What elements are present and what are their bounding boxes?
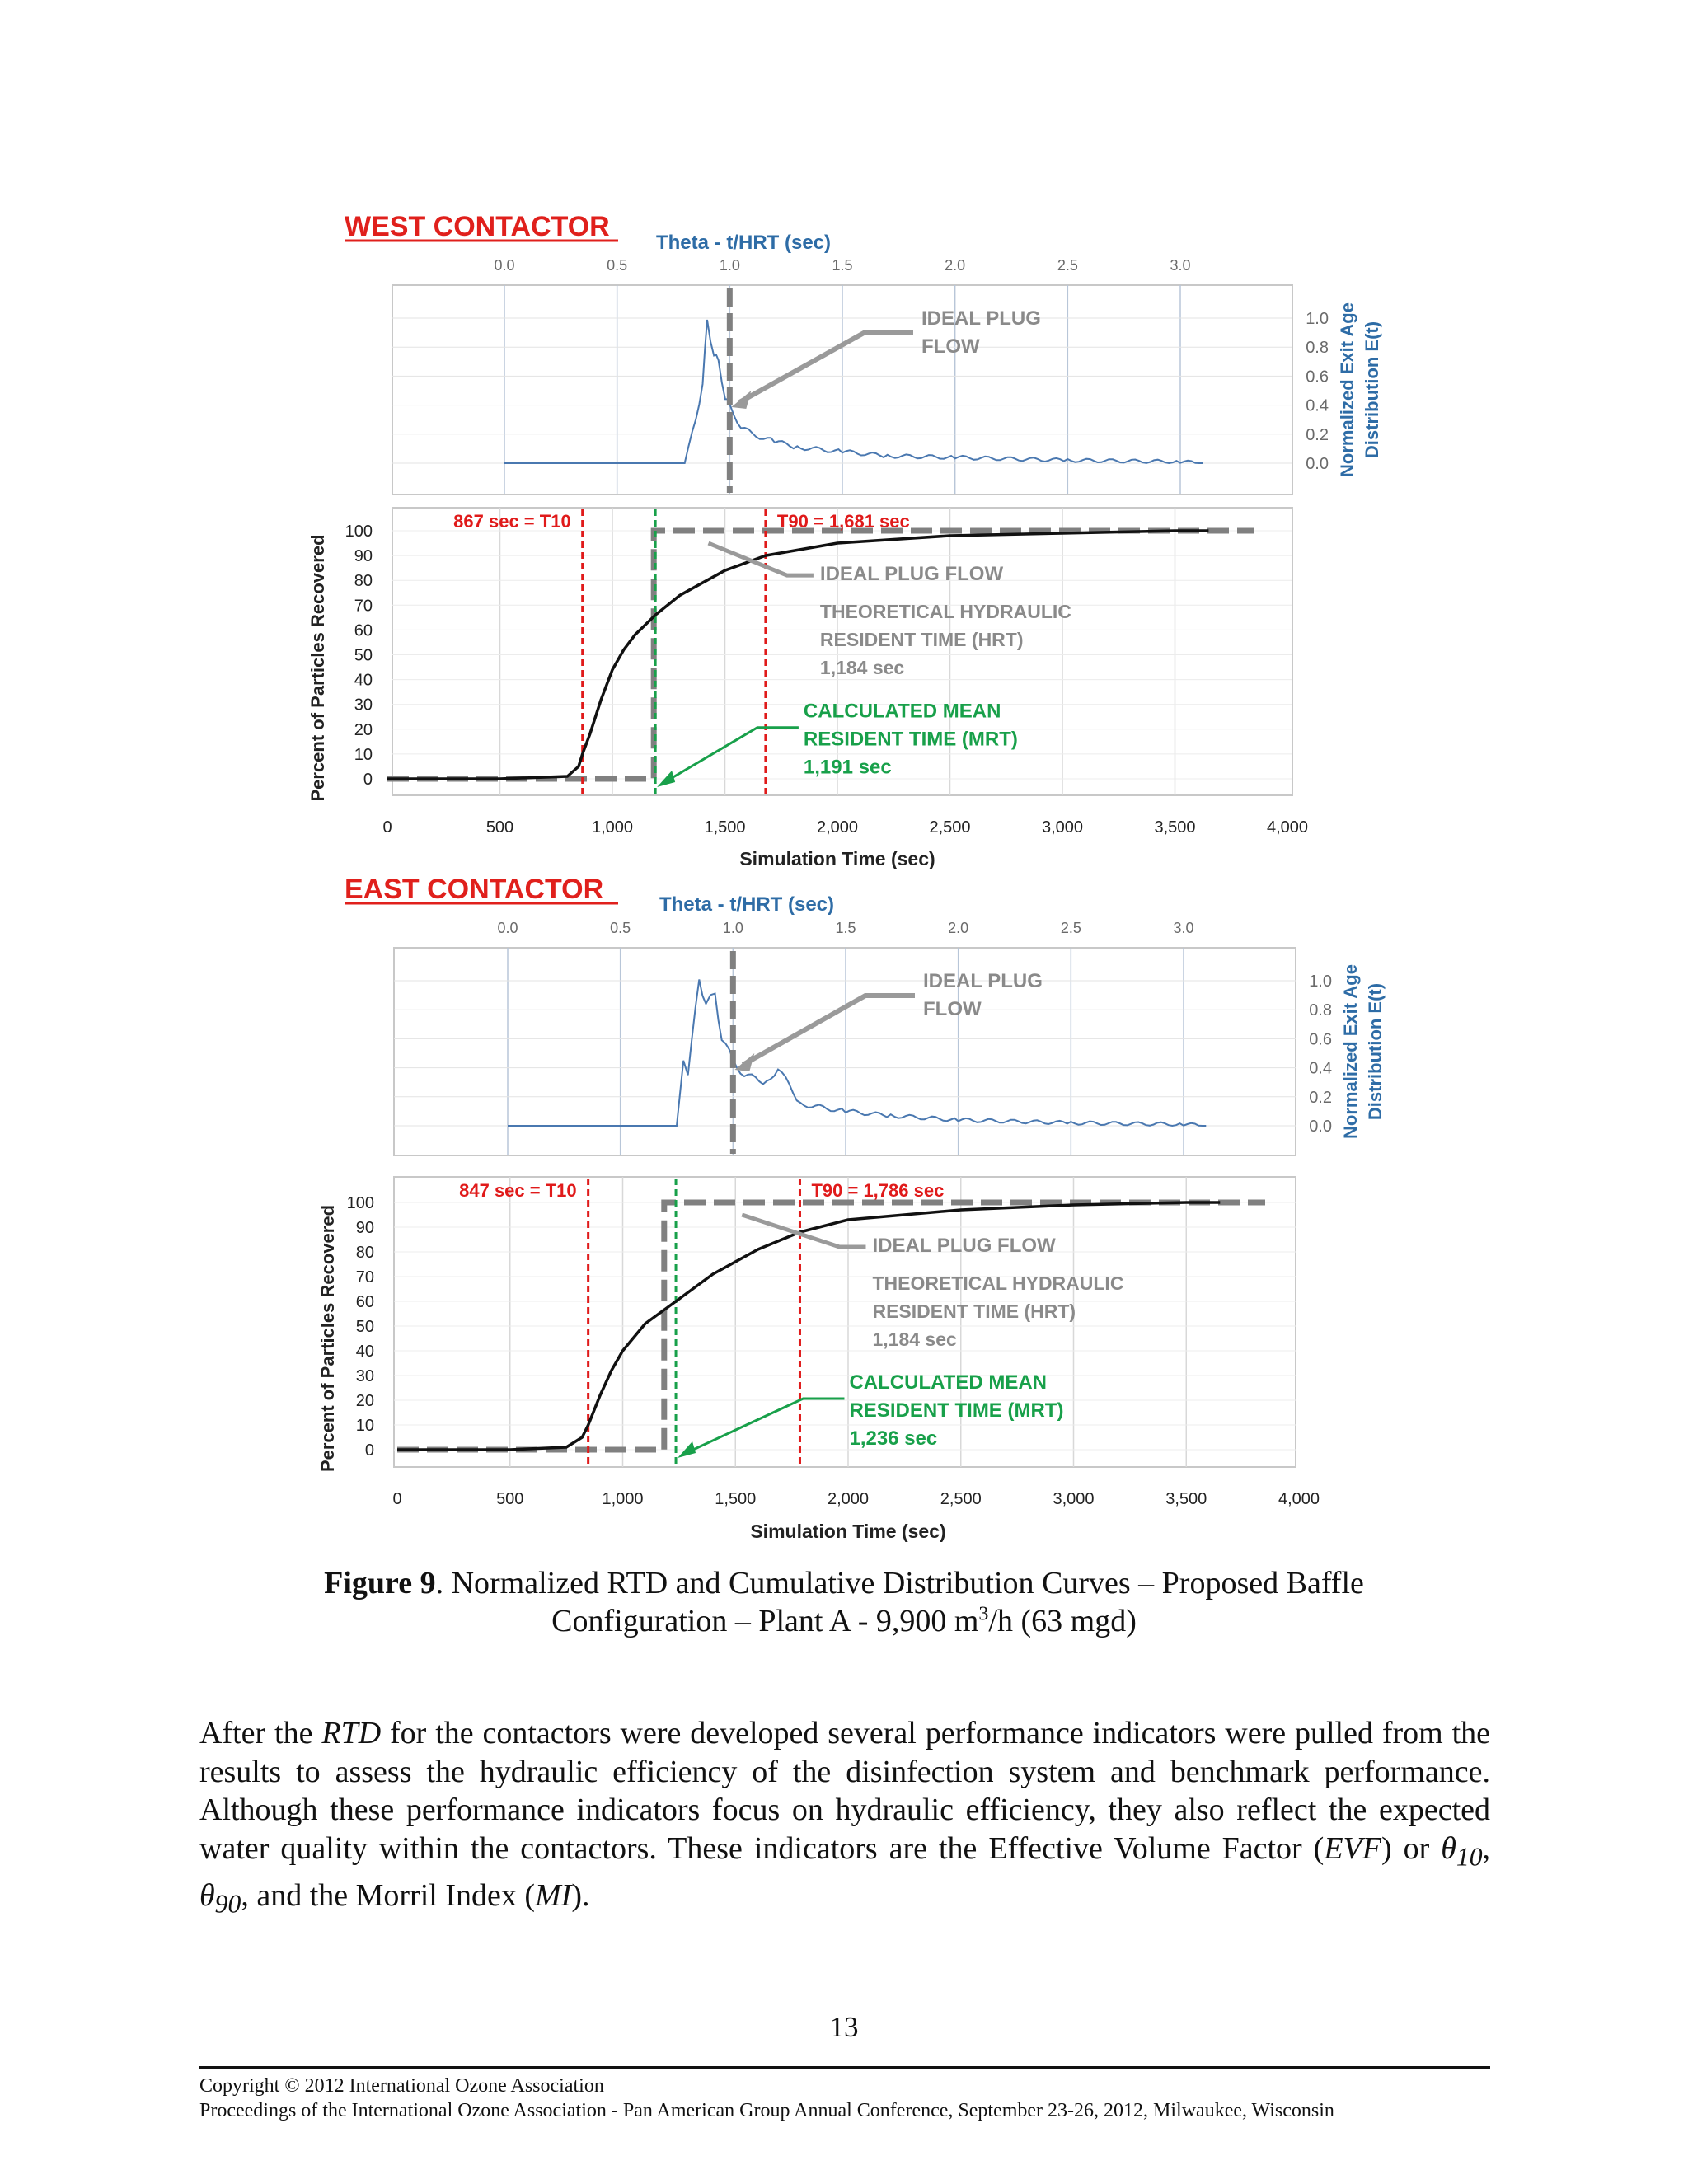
- cum-y-tick-label: 90: [354, 547, 373, 566]
- para-text-1: After the: [199, 1716, 322, 1750]
- footer-copyright: Copyright © 2012 International Ozone Association: [199, 2075, 604, 2097]
- panel-east: [317, 874, 1386, 1542]
- cum-x-tick-label: 4,000: [1266, 818, 1309, 837]
- para-mi: MI: [535, 1877, 572, 1913]
- cum-x-tick-label: 2,000: [816, 818, 859, 837]
- et-axis-label-line1: Normalized Exit Age: [1337, 302, 1357, 477]
- theta-tick-label: 3.0: [1173, 920, 1194, 936]
- cum-y-tick-label: 50: [354, 646, 373, 665]
- footer-proceedings: Proceedings of the International Ozone Association - Pan American Group Annual Conference, September 23-26, 2012, Milwaukee, Wisconsin: [199, 2100, 1334, 2121]
- et-axis-label-line2: Distribution E(t): [1362, 321, 1382, 459]
- et-plug-flow-label-1: IDEAL PLUG: [923, 970, 1043, 992]
- para-text-3: ) or: [1381, 1830, 1442, 1866]
- cum-x-tick-label: 0: [392, 1490, 402, 1508]
- para-theta-a: θ: [1441, 1830, 1456, 1866]
- cum-hrt-value: 1,184 sec: [872, 1329, 957, 1350]
- cum-x-tick-label: 3,500: [1165, 1490, 1207, 1508]
- cum-mrt-label-2: RESIDENT TIME (MRT): [849, 1399, 1064, 1422]
- cum-y-tick-label: 0: [363, 771, 373, 789]
- cum-plot-frame: [392, 508, 1292, 795]
- cum-y-tick-label: 0: [364, 1441, 374, 1460]
- cum-x-tick-label: 3,000: [1041, 818, 1084, 837]
- theta-tick-label: 1.5: [835, 920, 856, 936]
- cum-y-tick-label: 90: [355, 1219, 374, 1237]
- et-axis-label-line1: Normalized Exit Age: [1340, 964, 1361, 1139]
- cum-plug-flow-label: IDEAL PLUG FLOW: [819, 563, 1004, 586]
- theta-tick-label: 2.5: [1060, 920, 1081, 936]
- theta-tick-label: 1.0: [719, 257, 740, 274]
- footer: [199, 2074, 1334, 2123]
- cum-y-tick-label: 100: [346, 1194, 374, 1212]
- cum-hrt-label-2: RESIDENT TIME (HRT): [872, 1301, 1076, 1322]
- cum-x-tick-label: 4,000: [1278, 1490, 1320, 1508]
- cum-x-tick-label: 2,000: [827, 1490, 870, 1508]
- cum-hrt-value: 1,184 sec: [819, 657, 905, 679]
- cum-t10-label: 867 sec = T10: [453, 511, 571, 532]
- et-tick-label: 0.8: [1306, 339, 1329, 358]
- cum-hrt-label-1: THEORETICAL HYDRAULIC: [819, 601, 1071, 623]
- para-theta-b: θ: [199, 1877, 215, 1913]
- theta-axis-label: Theta - t/HRT (sec): [659, 893, 835, 916]
- cum-y-tick-label: 20: [355, 1392, 374, 1410]
- cum-x-tick-label: 500: [496, 1490, 524, 1508]
- cum-y-tick-label: 80: [354, 572, 373, 591]
- cum-y-tick-label: 60: [354, 621, 373, 640]
- cum-y-tick-label: 70: [354, 597, 373, 616]
- cum-x-tick-label: 3,500: [1154, 818, 1196, 837]
- cum-hrt-label-2: RESIDENT TIME (HRT): [819, 629, 1024, 651]
- theta-tick-label: 0.5: [610, 920, 631, 936]
- cum-x-tick-label: 1,500: [715, 1490, 757, 1508]
- panel-west: [307, 211, 1382, 869]
- et-tick-label: 0.0: [1306, 455, 1329, 473]
- theta-tick-label: 3.0: [1170, 257, 1191, 274]
- et-tick-label: 0.2: [1306, 425, 1329, 444]
- et-tick-label: 0.0: [1309, 1118, 1332, 1136]
- page-number: 13: [829, 2011, 859, 2043]
- cum-x-tick-label: 1,500: [704, 818, 746, 837]
- para-sub10: 10: [1456, 1842, 1483, 1872]
- et-tick-label: 0.2: [1309, 1088, 1332, 1107]
- cum-y-tick-label: 60: [355, 1293, 374, 1311]
- cum-y-axis-label: Percent of Particles Recovered: [317, 1204, 338, 1473]
- et-plot-frame: [394, 948, 1296, 1155]
- cum-x-tick-label: 2,500: [940, 1490, 982, 1508]
- cum-x-axis-label: Simulation Time (sec): [750, 1521, 946, 1542]
- et-axis-label-line2: Distribution E(t): [1365, 982, 1386, 1121]
- cum-mrt-label-1: CALCULATED MEAN: [803, 700, 1001, 723]
- et-tick-label: 0.6: [1309, 1030, 1332, 1049]
- cum-y-axis-label: Percent of Particles Recovered: [307, 534, 328, 802]
- theta-tick-label: 0.0: [497, 920, 518, 936]
- cum-y-tick-label: 80: [355, 1244, 374, 1262]
- caption-sup: 3: [978, 1603, 989, 1625]
- cum-y-tick-label: 40: [354, 671, 373, 690]
- cum-t90-label: T90 = 1,681 sec: [776, 511, 910, 532]
- cum-x-tick-label: 3,000: [1053, 1490, 1095, 1508]
- cum-y-tick-label: 30: [354, 696, 373, 715]
- theta-tick-label: 0.0: [494, 257, 515, 274]
- cum-mrt-label-2: RESIDENT TIME (MRT): [803, 728, 1018, 751]
- et-axis-label: [1337, 302, 1382, 477]
- cum-plug-flow-label: IDEAL PLUG FLOW: [872, 1235, 1056, 1257]
- para-text-5: ).: [571, 1877, 590, 1913]
- para-evf: EVF: [1324, 1830, 1381, 1866]
- cum-mrt-value: 1,236 sec: [849, 1427, 938, 1450]
- para-rtd: RTD: [321, 1716, 382, 1750]
- caption-line2a: Configuration – Plant A - 9,900 m: [551, 1604, 979, 1638]
- caption-line1: . Normalized RTD and Cumulative Distribution Curves – Proposed Baffle: [435, 1566, 1364, 1601]
- cum-y-tick-label: 40: [355, 1343, 374, 1361]
- para-sub90: 90: [214, 1889, 241, 1919]
- para-text-4: , and the Morril Index (: [241, 1877, 536, 1913]
- et-tick-label: 1.0: [1309, 972, 1332, 991]
- cum-y-tick-label: 70: [355, 1268, 374, 1286]
- theta-tick-label: 1.0: [722, 920, 743, 936]
- et-tick-label: 0.6: [1306, 368, 1329, 387]
- theta-tick-label: 0.5: [607, 257, 628, 274]
- cum-x-tick-label: 1,000: [602, 1490, 644, 1508]
- et-plug-flow-label-2: FLOW: [923, 998, 982, 1020]
- cum-x-tick-label: 500: [485, 818, 514, 837]
- theta-tick-label: 1.5: [832, 257, 853, 274]
- et-tick-label: 0.4: [1306, 396, 1329, 415]
- caption-label: Figure 9: [324, 1566, 436, 1601]
- theta-tick-label: 2.5: [1057, 257, 1078, 274]
- cum-x-axis-label: Simulation Time (sec): [739, 848, 935, 869]
- et-tick-label: 1.0: [1306, 310, 1329, 328]
- theta-tick-label: 2.0: [945, 257, 966, 274]
- et-tick-label: 0.8: [1309, 1001, 1332, 1020]
- et-tick-label: 0.4: [1309, 1059, 1332, 1078]
- cum-y-tick-label: 100: [345, 523, 373, 541]
- cum-y-tick-label: 50: [355, 1318, 374, 1336]
- et-plug-flow-label-1: IDEAL PLUG: [921, 307, 1041, 330]
- contactor-title: EAST CONTACTOR: [345, 874, 604, 905]
- et-plug-flow-label-2: FLOW: [921, 335, 980, 358]
- cum-y-tick-label: 10: [354, 745, 373, 764]
- footer-rule: [199, 2066, 1490, 2069]
- cum-hrt-label-1: THEORETICAL HYDRAULIC: [872, 1272, 1124, 1294]
- figure-caption: [0, 1564, 1688, 1640]
- para-comma: ,: [1482, 1830, 1491, 1866]
- cum-mrt-value: 1,191 sec: [803, 756, 892, 779]
- theta-tick-label: 2.0: [948, 920, 969, 936]
- cum-y-tick-label: 20: [354, 720, 373, 739]
- contactor-title: WEST CONTACTOR: [345, 211, 610, 242]
- para-text-2: for the contactors were developed several performance indicators were pulled from the results to assess the hydraulic efficiency of the disinfection system and benchmark performance. Although these performance indicators focus on hydraulic efficiency, they also reflect the expected water quality within the contactors. These indicators are the Effective Volume Factor (: [199, 1716, 1490, 1866]
- cum-x-tick-label: 1,000: [591, 818, 634, 837]
- cum-t90-label: T90 = 1,786 sec: [811, 1180, 945, 1201]
- cum-y-tick-label: 10: [355, 1417, 374, 1435]
- cum-x-tick-label: 0: [382, 818, 392, 837]
- et-axis-label: [1340, 964, 1386, 1139]
- cum-mrt-label-1: CALCULATED MEAN: [849, 1371, 1048, 1394]
- cum-x-tick-label: 2,500: [929, 818, 971, 837]
- theta-axis-label: Theta - t/HRT (sec): [655, 232, 832, 254]
- body-paragraph: [199, 1714, 1490, 1924]
- caption-line2b: /h (63 mgd): [988, 1604, 1137, 1638]
- cum-y-tick-label: 30: [355, 1367, 374, 1385]
- cum-t10-label: 847 sec = T10: [459, 1180, 577, 1201]
